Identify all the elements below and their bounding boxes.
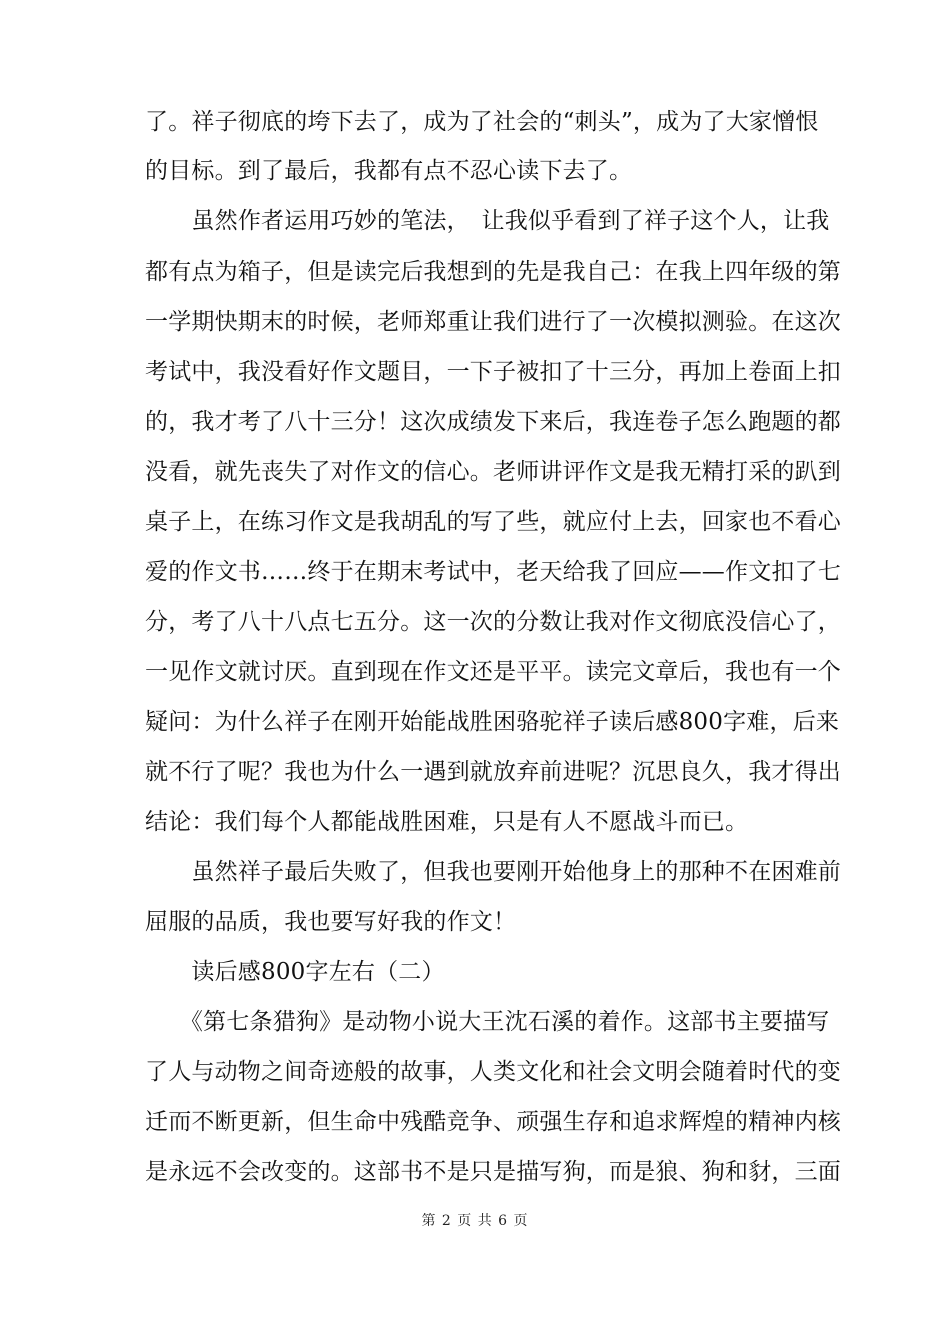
text-line: 就不行了呢？我也为什么一遇到就放弃前进呢？沉思良久，我才得出 bbox=[145, 759, 841, 785]
text-line: 都有点为箱子，但是读完后我想到的先是我自己：在我上四年级的第 bbox=[145, 259, 841, 285]
text-line: 的目标。到了最后，我都有点不忍心读下去了。 bbox=[145, 158, 633, 184]
text-line: 分，考了八十八点七五分。这一次的分数让我对作文彻底没信心了， bbox=[145, 609, 841, 635]
section-heading: 读后感800字左右（二） bbox=[145, 959, 445, 985]
text-line: 结论：我们每个人都能战胜困难，只是有人不愿战斗而已。 bbox=[145, 809, 749, 835]
text-line: 桌子上，在练习作文是我胡乱的写了些，就应付上去，回家也不看心 bbox=[145, 509, 841, 535]
page-number-footer: 第 2 页 共 6 页 bbox=[421, 1213, 529, 1229]
text-line: 了。祥子彻底的垮下去了，成为了社会的“刺头”，成为了大家憎恨 bbox=[145, 109, 819, 135]
text-line: 疑问：为什么祥子在刚开始能战胜困骆驼祥子读后感800字难，后来 bbox=[145, 709, 840, 735]
text-line: 了人与动物之间奇迹般的故事，人类文化和社会文明会随着时代的变 bbox=[145, 1059, 841, 1085]
text-line: 迁而不断更新，但生命中残酷竞争、顽强生存和追求辉煌的精神内核 bbox=[145, 1109, 841, 1135]
text-line: 考试中，我没看好作文题目，一下子被扣了十三分，再加上卷面上扣 bbox=[145, 359, 841, 385]
text-line: 屈服的品质，我也要写好我的作文！ bbox=[145, 909, 517, 935]
text-line: 是永远不会改变的。这部书不是只是描写狗，而是狼、狗和豺，三面 bbox=[145, 1159, 841, 1185]
text-line: 虽然作者运用巧妙的笔法， 让我似乎看到了祥子这个人，让我 bbox=[145, 208, 830, 234]
text-line: 的，我才考了八十三分！这次成绩发下来后，我连卷子怎么跑题的都 bbox=[145, 409, 841, 435]
text-line: 爱的作文书……终于在期末考试中，老天给我了回应——作文扣了七 bbox=[145, 559, 841, 585]
text-line: 没看，就先丧失了对作文的信心。老师讲评作文是我无精打采的趴到 bbox=[145, 459, 841, 485]
text-line: 一学期快期末的时候，老师郑重让我们进行了一次模拟测验。在这次 bbox=[145, 309, 841, 335]
text-line: 虽然祥子最后失败了，但我也要刚开始他身上的那种不在困难前 bbox=[145, 859, 841, 885]
text-line: 一见作文就讨厌。直到现在作文还是平平。读完文章后，我也有一个 bbox=[145, 659, 841, 685]
text-line: 《第七条猎狗》是动物小说大王沈石溪的着作。这部书主要描写 bbox=[145, 1009, 830, 1035]
